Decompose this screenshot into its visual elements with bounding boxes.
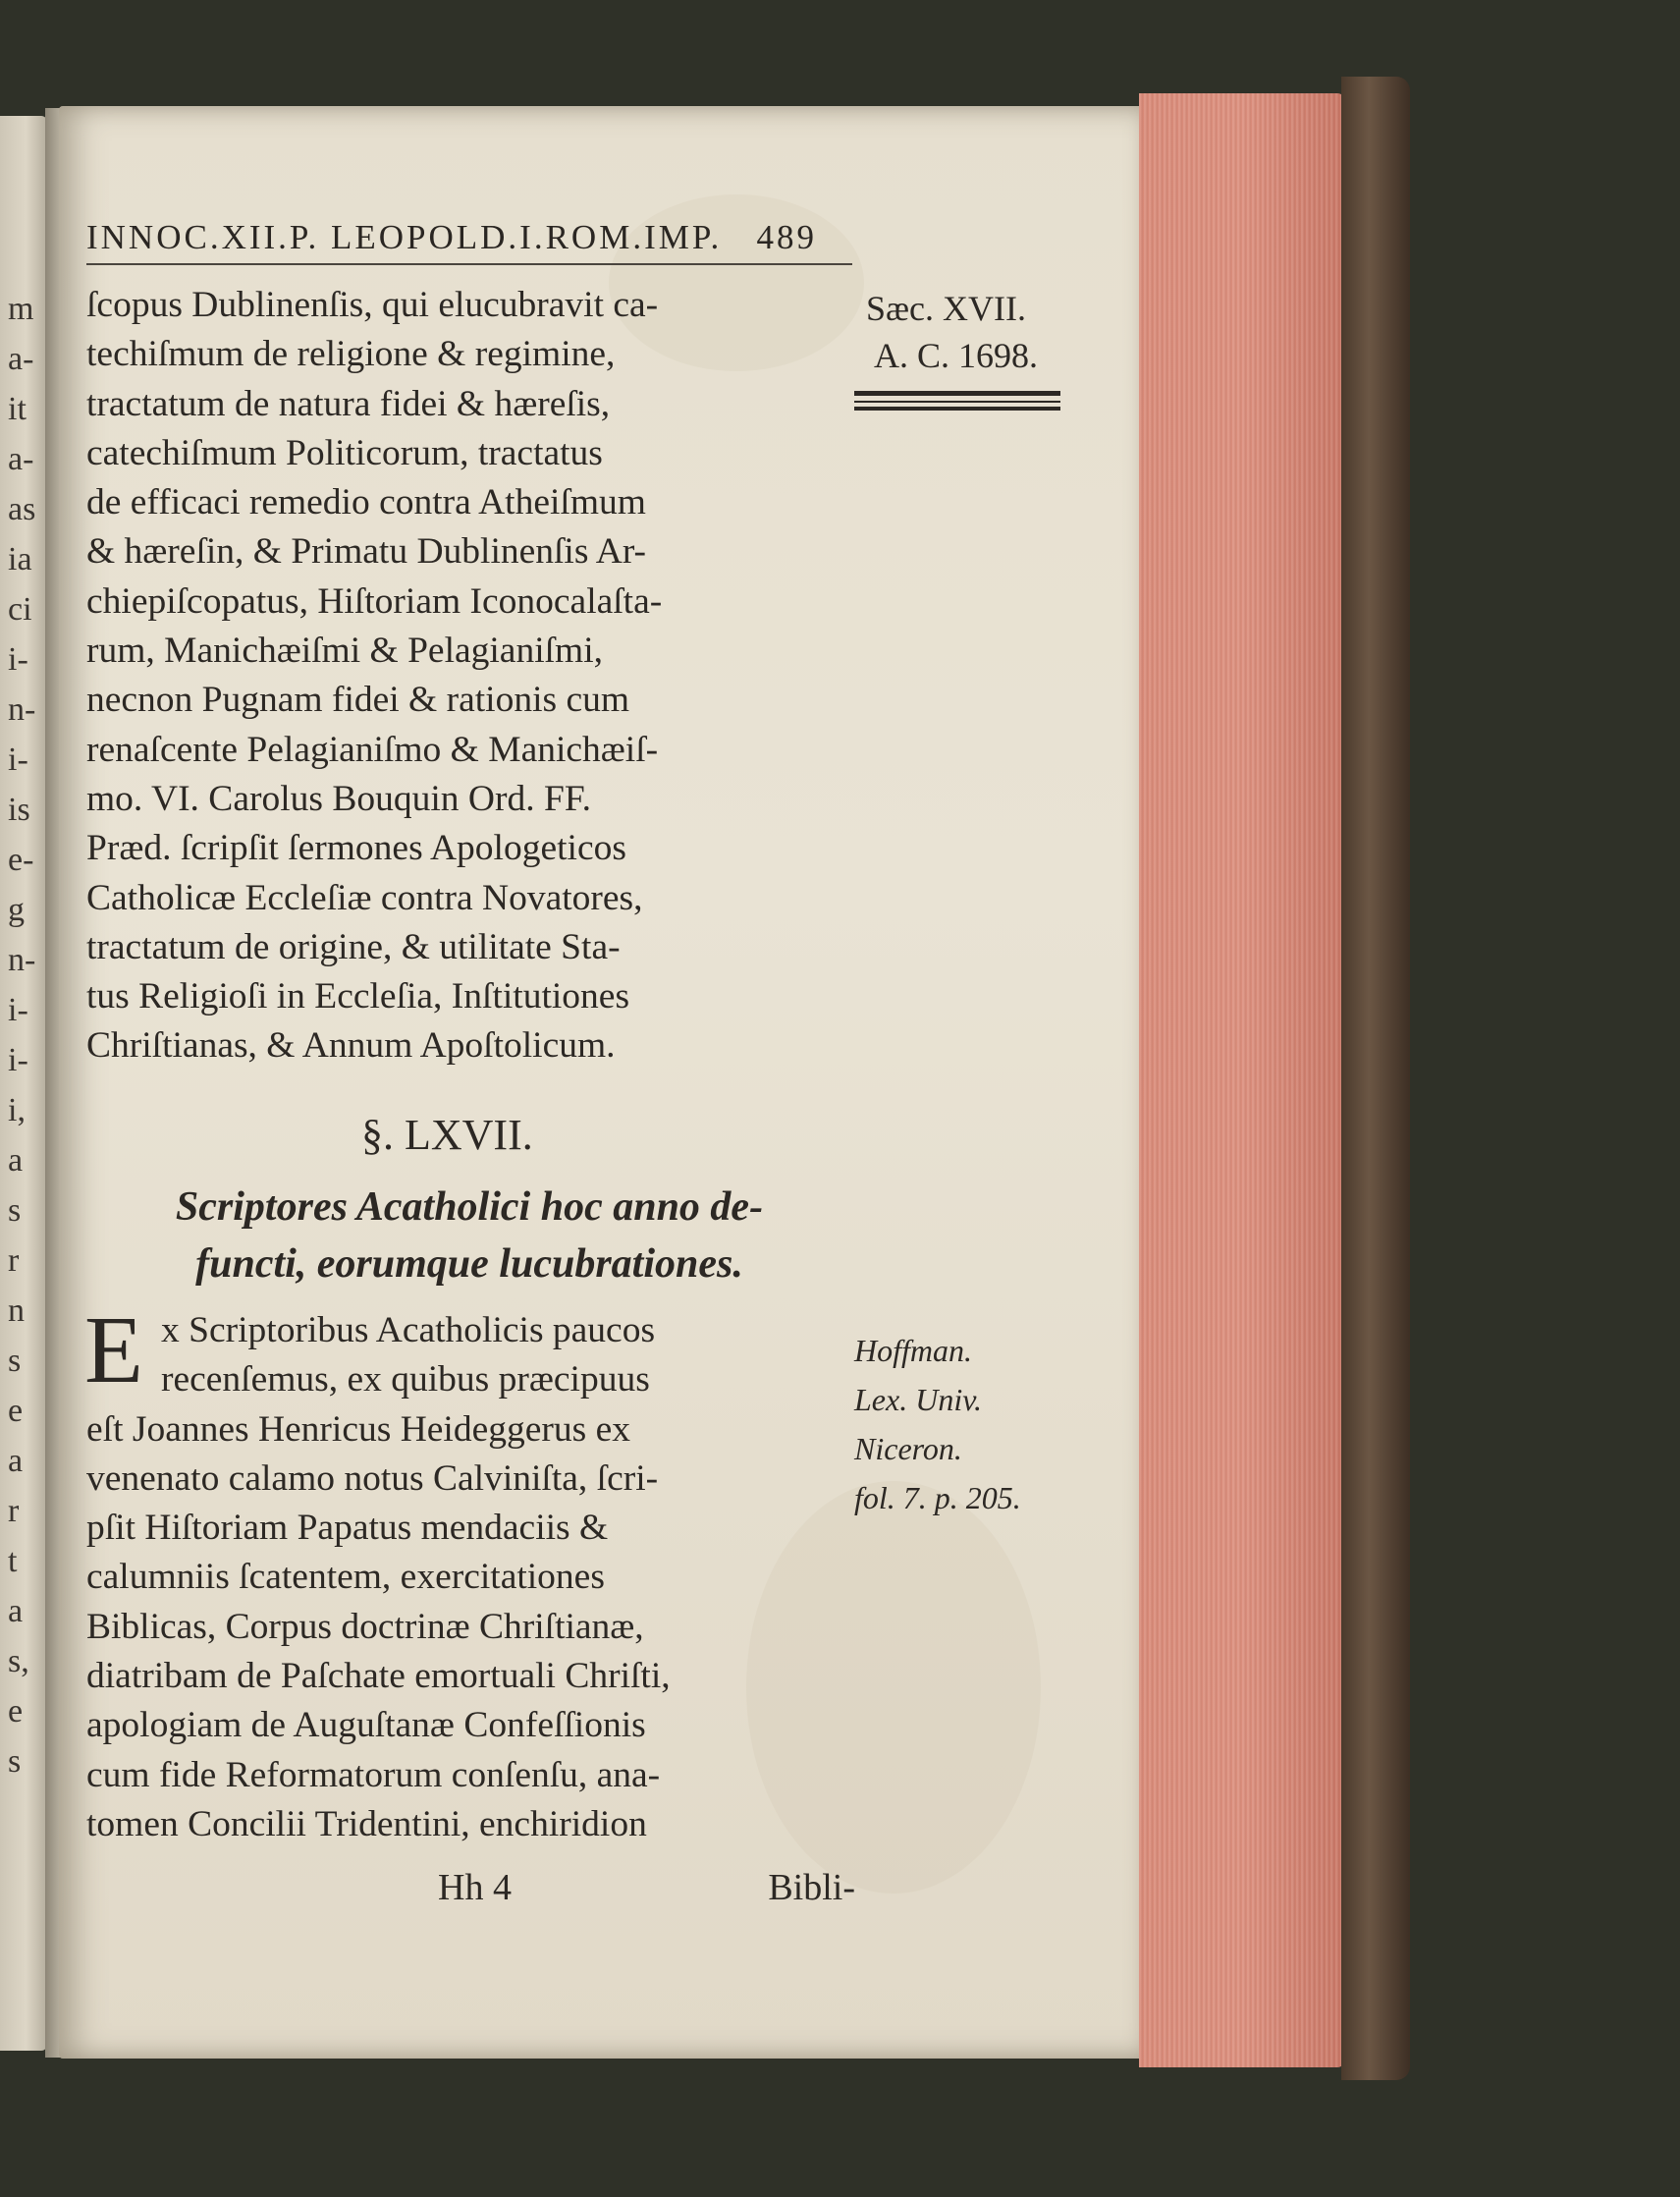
facing-page-edge [0, 116, 47, 2051]
text-line: ſcopus Dublinenſis, qui elucubravit ca- [86, 285, 659, 325]
catchword: Bibli- [768, 1867, 855, 1908]
page-number: 489 [756, 218, 817, 256]
text-line: de efficaci remedio contra Atheiſmum [86, 482, 646, 523]
header-rule [86, 263, 852, 265]
facing-page-fragment: s [8, 1343, 22, 1379]
drop-cap: E [84, 1297, 143, 1403]
text-line: x Scriptoribus Acatholicis paucos [161, 1310, 656, 1350]
text-line: chiepiſcopatus, Hiſtoriam Iconocalaſta- [86, 580, 663, 622]
text-line: apologiam de Auguſtanæ Confeſſionis [86, 1705, 646, 1746]
text-line: rum, Manichæiſmi & Pelagianiſmi, [86, 631, 603, 672]
facing-page-fragment: s [8, 1743, 22, 1780]
text-line: Biblicas, Corpus doctrinæ Chriſtianæ, [86, 1606, 644, 1647]
facing-page-fragment: e [8, 1693, 24, 1730]
facing-page-fragment: a- [8, 441, 34, 477]
facing-page-fragment: r [8, 1242, 20, 1279]
facing-page-fragment: a [8, 1443, 24, 1479]
margin-rule [854, 391, 1060, 396]
margin-year: A. C. 1698. [874, 336, 1039, 375]
margin-saeculum: Sæc. XVII. [866, 289, 1026, 328]
text-line: venenato calamo notus Calviniſta, ſcri- [86, 1457, 659, 1499]
facing-page-fragment: ia [8, 541, 32, 577]
facing-page-fragment: a- [8, 341, 34, 377]
text-line: Chriſtianas, & Annum Apoſtolicum. [86, 1025, 616, 1067]
text-line: calumniis ſcatentem, exercitationes [86, 1557, 605, 1598]
text-line: Catholicæ Eccleſiæ contra Novatores, [86, 877, 643, 918]
text-line: techiſmum de religione & regimine, [86, 334, 616, 375]
text-line: mo. VI. Carolus Bouquin Ord. FF. [86, 778, 592, 819]
text-line: Præd. ſcripſit ſermones Apologeticos [86, 828, 626, 869]
text-line: & hæreſin, & Primatu Dublinenſis Ar- [86, 531, 647, 573]
signature-mark: Hh 4 [438, 1867, 512, 1908]
margin-note: fol. 7. p. 205. [854, 1480, 1021, 1515]
text-line: tractatum de origine, & utilitate Sta- [86, 926, 621, 967]
facing-page-fragment: a [8, 1593, 24, 1629]
margin-rule [854, 401, 1060, 403]
facing-page-fragment: e- [8, 842, 34, 878]
running-header [86, 218, 817, 257]
margin-rule [854, 407, 1060, 411]
paragraph-1 [86, 281, 847, 1071]
text-line: renaſcente Pelagianiſmo & Manichæiſ- [86, 729, 659, 770]
section-title-line: functi, eorumque lucubrationes. [195, 1241, 743, 1287]
book-cover [1341, 77, 1410, 2080]
facing-page-fragment: i- [8, 641, 28, 678]
facing-page-fragment: m [8, 291, 34, 327]
facing-page-fragment: it [8, 391, 27, 427]
facing-page-fragment: a [8, 1142, 24, 1179]
facing-page-fragment: s [8, 1192, 22, 1229]
text-line: pſit Hiſtoriam Papatus mendaciis & [86, 1508, 609, 1549]
section-number: §. LXVII. [361, 1111, 533, 1159]
margin-notes [854, 1326, 1021, 1522]
facing-page-fragment: t [8, 1543, 18, 1579]
text-line: necnon Pugnam fidei & rationis cum [86, 680, 630, 721]
margin-note: Hoffman. [854, 1333, 972, 1368]
facing-page-fragment: i- [8, 992, 28, 1028]
margin-note: Niceron. [854, 1431, 962, 1466]
facing-page-fragment: i- [8, 741, 28, 778]
facing-page-fragment: n- [8, 691, 36, 728]
facing-page-fragment: as [8, 491, 36, 527]
red-page-edges [1139, 93, 1345, 2067]
text-line: tractatum de natura fidei & hæreſis, [86, 383, 611, 424]
facing-page-fragments [0, 116, 47, 2051]
facing-page-fragment: e [8, 1393, 24, 1429]
facing-page-fragment: n [8, 1292, 25, 1329]
text-line: diatribam de Paſchate emortuali Chriſti, [86, 1656, 671, 1697]
margin-note: Lex. Univ. [854, 1382, 983, 1417]
facing-page-fragment: g [8, 892, 25, 928]
text-line: catechiſmum Politicorum, tractatus [86, 432, 603, 473]
text-line: eſt Joannes Henricus Heideggerus ex [86, 1408, 630, 1450]
facing-page-fragment: ci [8, 591, 32, 628]
text-line: tus Religioſi in Eccleſia, Inſtitutiones [86, 976, 630, 1017]
facing-page-fragment: s, [8, 1643, 29, 1679]
facing-page-fragment: r [8, 1493, 20, 1529]
facing-page-fragment: is [8, 792, 30, 828]
text-line: recenſemus, ex quibus præcipuus [161, 1359, 650, 1401]
facing-page-fragment: i- [8, 1042, 28, 1078]
section-title [86, 1179, 852, 1292]
section-title-line: Scriptores Acatholici hoc anno de- [175, 1184, 764, 1230]
text-line: cum fide Reformatorum conſenſu, ana- [86, 1754, 661, 1795]
paragraph-2 [86, 1306, 847, 1849]
margin-date [852, 285, 1038, 379]
facing-page-fragment: n- [8, 942, 36, 978]
facing-page-fragment: i, [8, 1092, 26, 1128]
running-title: INNOC.XII.P. LEOPOLD.I.ROM.IMP. [86, 218, 723, 256]
text-line: tomen Concilii Tridentini, enchiridion [86, 1803, 647, 1844]
